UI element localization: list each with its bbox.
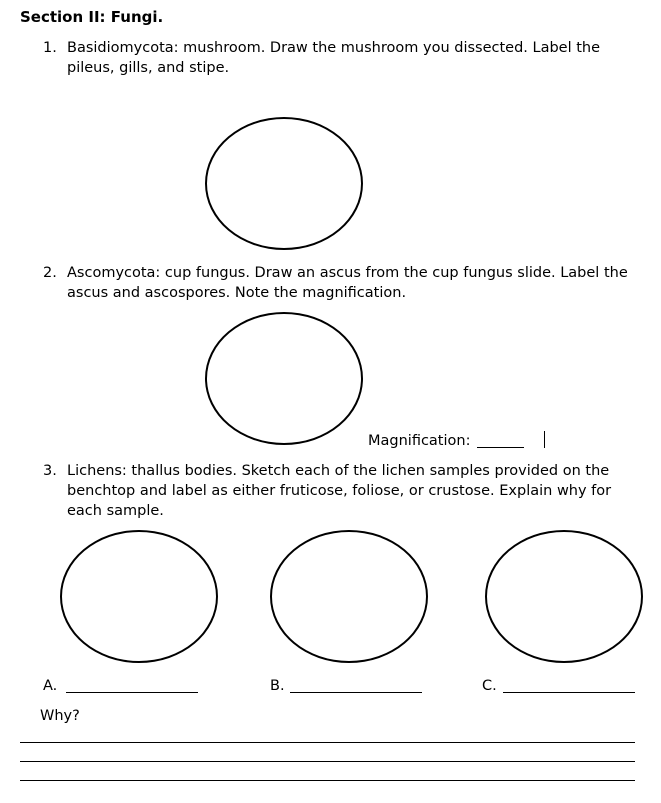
section-title: Section II: Fungi.: [20, 8, 164, 26]
why-answer-line-1[interactable]: [20, 742, 635, 743]
magnification-label: Magnification:: [368, 433, 471, 449]
lichen-b-label: B.: [270, 678, 285, 694]
question-1-number: 1.: [43, 40, 57, 56]
lichen-c-label: C.: [482, 678, 497, 694]
question-2-text: Ascomycota: cup fungus. Draw an ascus from the cup fungus slide. Label the ascus and ascospores. Note the magnification.: [67, 265, 628, 301]
why-answer-line-3[interactable]: [20, 780, 635, 781]
question-3-text: Lichens: thallus bodies. Sketch each of the lichen samples provided on the benchtop and label as either fruticose, foliose, or crustose. Explain why for each sample.: [67, 463, 612, 519]
lichen-b-answer-line[interactable]: [290, 692, 422, 693]
mushroom-drawing-circle[interactable]: [205, 117, 363, 250]
text-cursor: [544, 431, 545, 448]
lichen-c-answer-line[interactable]: [503, 692, 635, 693]
why-answer-line-2[interactable]: [20, 761, 635, 762]
question-3-number: 3.: [43, 463, 57, 479]
lichen-a-drawing-circle[interactable]: [60, 530, 218, 663]
lichen-c-drawing-circle[interactable]: [485, 530, 643, 663]
question-1-text: Basidiomycota: mushroom. Draw the mushroom you dissected. Label the pileus, gills, and stipe.: [67, 40, 601, 76]
ascus-drawing-circle[interactable]: [205, 312, 363, 445]
lichen-b-drawing-circle[interactable]: [270, 530, 428, 663]
why-label: Why?: [40, 708, 80, 724]
lichen-a-answer-line[interactable]: [66, 692, 198, 693]
magnification-blank-line[interactable]: [477, 447, 524, 448]
lichen-a-label: A.: [43, 678, 58, 694]
question-2-number: 2.: [43, 265, 57, 281]
